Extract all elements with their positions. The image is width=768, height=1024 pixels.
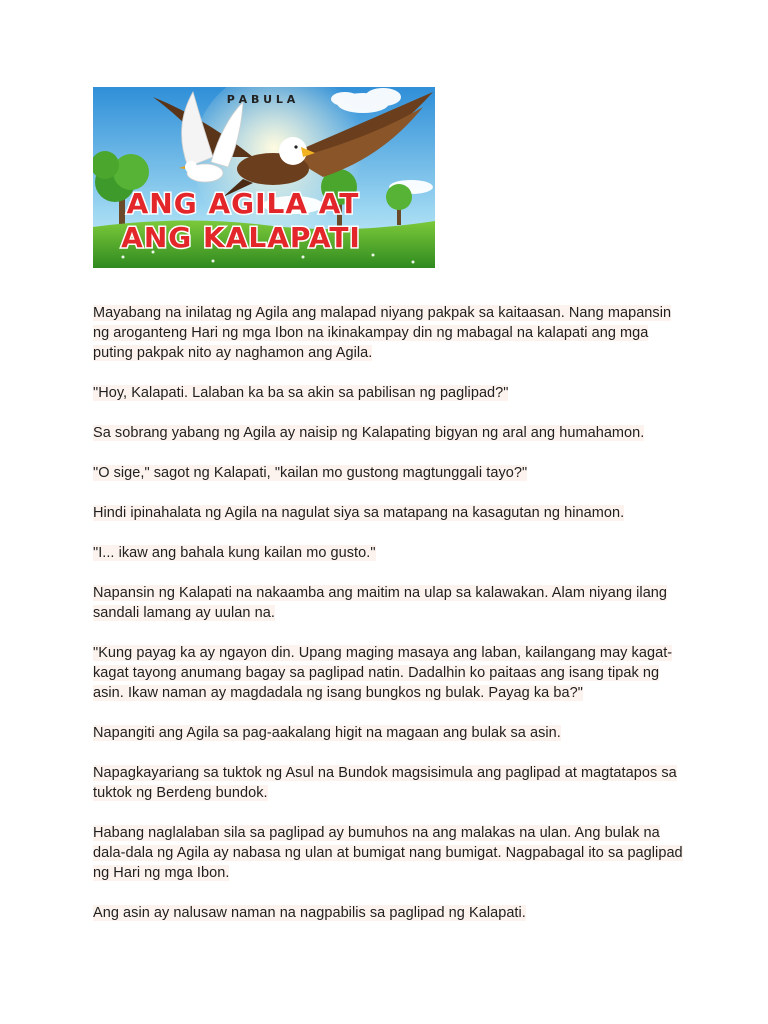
banner-kicker: P A B U L A [226, 93, 296, 106]
story-paragraph: Ang asin ay nalusaw naman na nagpabilis sa paglipad ng Kalapati. [93, 905, 526, 921]
banner-title-line2: ANG KALAPATI [121, 221, 361, 254]
story-paragraph: "I... ikaw ang bahala kung kailan mo gusto." [93, 545, 376, 561]
story-paragraph: Napagkayariang sa tuktok ng Asul na Bundok magsisimula ang paglipad at magtatapos sa tuktok ng Berdeng bundok. [93, 765, 677, 801]
story-paragraph: Habang naglalaban sila sa paglipad ay bumuhos na ang malakas na ulan. Ang bulak na dala-dala ng Agila ay nabasa ng ulan at bumigat nang bumigat. Nagpabagal ito sa paglipad ng Hari ng mga Ibon. [93, 825, 683, 881]
story-paragraph: Napangiti ang Agila sa pag-aakalang higit na magaan ang bulak sa asin. [93, 725, 561, 741]
story-paragraph: Sa sobrang yabang ng Agila ay naisip ng Kalapating bigyan ng aral ang humahamon. [93, 425, 645, 441]
story-paragraph: "Kung payag ka ay ngayon din. Upang maging masaya ang laban, kailangang may kagat-kagat tayong anumang bagay sa paglipad natin. Dadalhin ko paitaas ang isang tipak ng asin. Ikaw naman ay magdadala ng isang bungkos ng bulak. Payag ka ba?" [93, 645, 673, 701]
story-paragraph: "O sige," sagot ng Kalapati, "kailan mo gustong magtunggali tayo?" [93, 465, 528, 481]
fable-banner-image [93, 87, 435, 268]
banner-title-line1: ANG AGILA AT [126, 187, 360, 220]
story-body [93, 303, 683, 943]
story-paragraph: Napansin ng Kalapati na nakaamba ang maitim na ulap sa kalawakan. Alam niyang ilang sandali lamang ay uulan na. [93, 585, 668, 621]
story-paragraph: Hindi ipinahalata ng Agila na nagulat siya sa matapang na kasagutan ng hinamon. [93, 505, 625, 521]
story-paragraph: Mayabang na inilatag ng Agila ang malapad niyang pakpak sa kaitaasan. Nang mapansin ng aroganteng Hari ng mga Ibon na ikinakampay din ng mabagal na kalapati ang mga puting pakpak nito ay naghamon ang Agila. [93, 305, 672, 361]
story-paragraph: "Hoy, Kalapati. Lalaban ka ba sa akin sa pabilisan ng paglipad?" [93, 385, 509, 401]
